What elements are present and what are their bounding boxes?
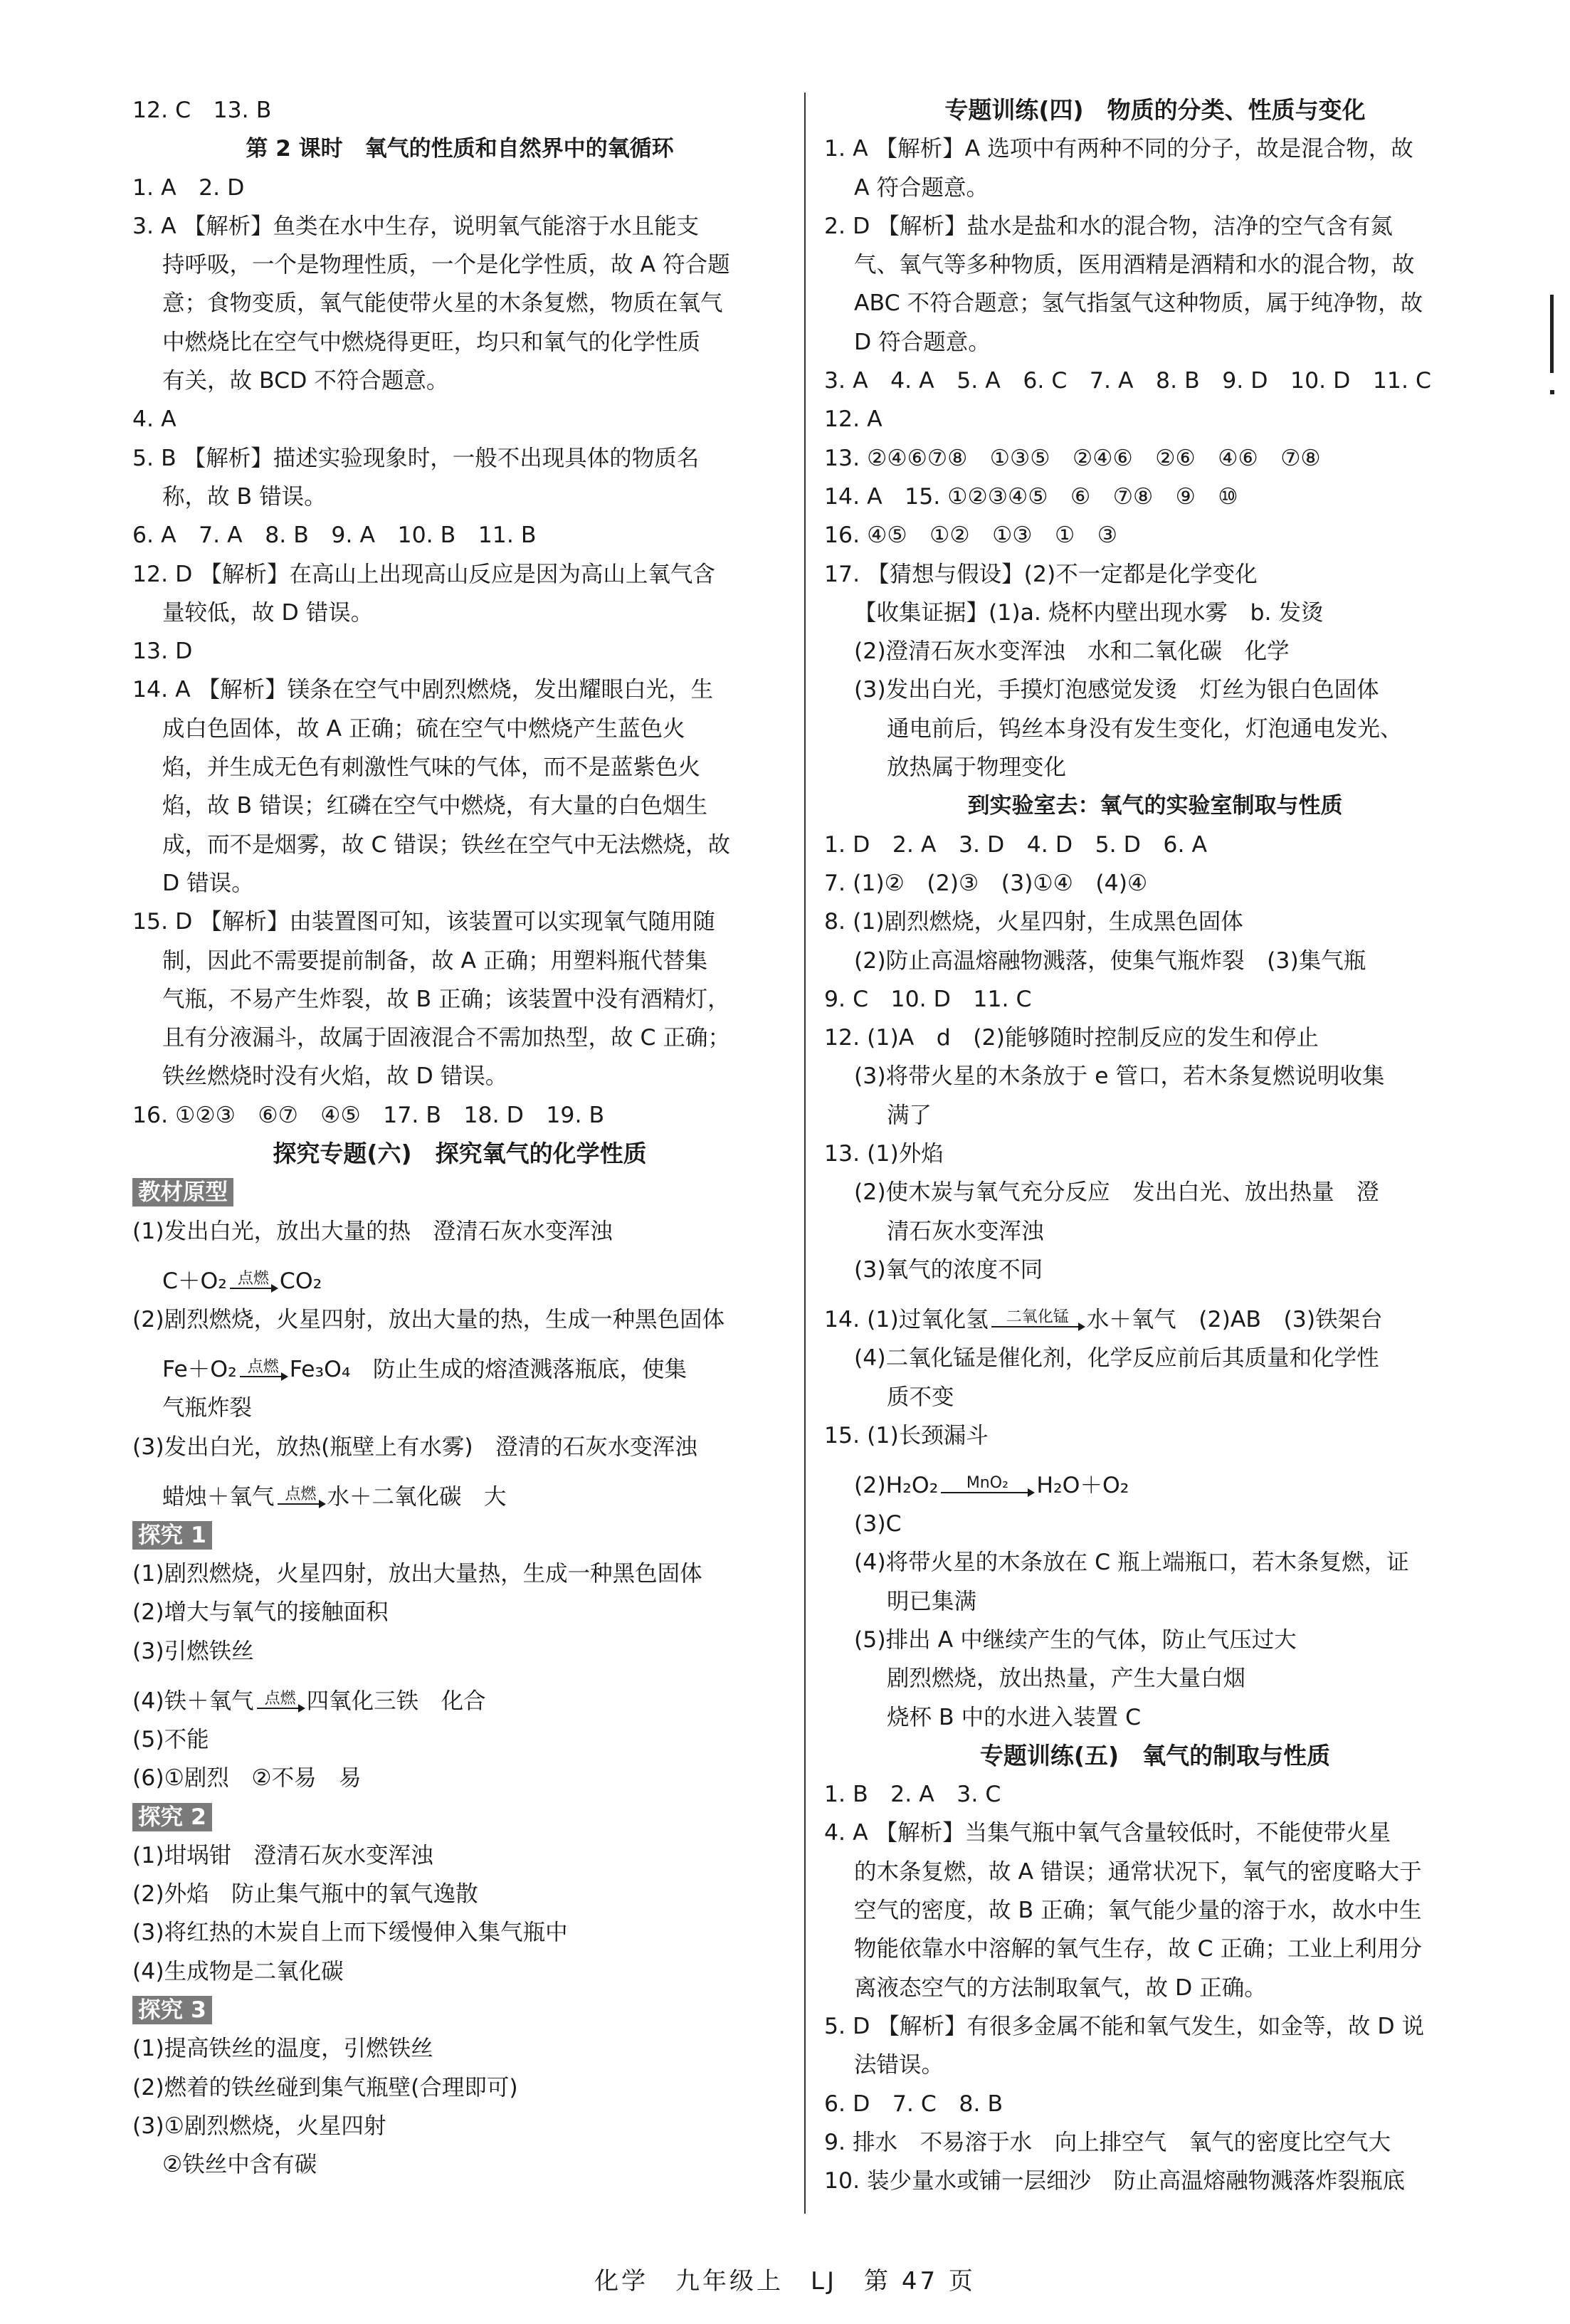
answer-line: 5. D 【解析】有很多金属不能和氧气发生，如金等，故 D 说 [824,2013,1425,2039]
answer-line: 17. 【猜想与假设】(2)不一定都是化学变化 [824,561,1258,587]
answer-line: 4. A 【解析】当集气瓶中氧气含量较低时，不能使带火星 [824,1820,1391,1846]
reaction-arrow [278,1486,325,1516]
equation-reactants: (2)H₂O₂ [854,1472,939,1498]
answer-line: (2)澄清石灰水变浑浊 水和二氧化碳 化学 [854,638,1290,665]
equation-products: H₂O＋O₂ [1036,1472,1129,1498]
answer-line: (3)将带火星的木条放于 e 管口，若木条复燃说明收集 [854,1063,1385,1090]
answer-line: 的木条复燃，故 A 错误；通常状况下，氧气的密度略大于 [854,1858,1422,1885]
left-column [132,91,787,2184]
chemical-equation [132,1339,787,1389]
answer-line: 剧烈燃烧，放出热量，产生大量白烟 [887,1666,1246,1692]
answer-line: 15. (1)长颈漏斗 [824,1422,989,1448]
answer-line: D 错误。 [162,870,254,896]
section-heading: 到实验室去：氧气的实验室制取与性质 [967,793,1343,819]
answer-line: 1. D 2. A 3. D 4. D 5. D 6. A [824,831,1208,858]
answer-line: (1)剧烈燃烧，火星四射，放出大量热，生成一种黑色固体 [132,1561,702,1587]
answer-line: (3)将红热的木炭自上而下缓慢伸入集气瓶中 [132,1920,568,1946]
right-column [824,91,1486,2200]
equation-reactants: (4)铁＋氧气 [132,1688,254,1714]
equation-reactants: 蜡烛＋氧气 [162,1483,275,1510]
equation-products: 水＋二氧化碳 大 [327,1483,507,1510]
answer-line: 明已集满 [887,1588,977,1614]
answer-line: (3)引燃铁丝 [132,1638,254,1664]
answer-line: 满了 [887,1102,932,1128]
equation-products: 四氧化三铁 化合 [306,1688,486,1714]
answer-line: 1. A 2. D [132,174,245,201]
equation-note: 防止生成的熔渣溅落瓶底，使集 [350,1356,687,1382]
section-badge: 探究 1 [132,1521,212,1550]
answer-line: 铁丝燃烧时没有火焰，故 D 错误。 [162,1063,508,1090]
answer-line: 制，因此不需要提前制备，故 A 正确；用塑料瓶代替集 [162,947,708,974]
chemical-equation [132,1466,787,1516]
answer-line: 空气的密度，故 B 正确；氧气能少量的溶于水，故水中生 [854,1898,1422,1924]
answer-line: 12. (1)A d (2)能够随时控制反应的发生和停止 [824,1025,1319,1051]
answer-line: (3)氧气的浓度不同 [854,1256,1043,1283]
reaction-condition: 点燃 [264,1689,296,1708]
equation-reactants: 14. (1)过氧化氢 [824,1306,989,1332]
answer-line: 1. B 2. A 3. C [824,1782,1001,1808]
answer-line: 法错误。 [854,2052,944,2078]
binding-mark [1550,295,1554,373]
answer-line: 16. ④⑤ ①② ①③ ① ③ [824,522,1118,549]
section-heading: 专题训练(五) 氧气的制取与性质 [979,1741,1331,1770]
answer-line: 6. A 7. A 8. B 9. A 10. B 11. B [132,522,537,549]
answer-line: (3)C [854,1511,902,1537]
reaction-arrow [941,1475,1033,1505]
section-heading: 专题训练(四) 物质的分类、性质与变化 [944,96,1366,124]
answer-line: A 符合题意。 [854,174,989,201]
section-heading: 第 2 课时 氧气的性质和自然界中的氧循环 [246,136,674,162]
section-badge: 教材原型 [132,1178,233,1206]
answer-line: 15. D 【解析】由装置图可知，该装置可以实现氧气随用随 [132,909,715,935]
answer-line: (4)生成物是二氧化碳 [132,1958,344,1984]
answer-line: (4)将带火星的木条放在 C 瓶上端瓶口，若木条复燃，证 [854,1550,1409,1576]
answer-line: 量较低，故 D 错误。 [162,599,374,626]
answer-line: 焰，故 B 错误；红磷在空气中燃烧，有大量的白色烟生 [162,793,708,819]
answer-line: (3)发出白光，手摸灯泡感觉发烫 灯丝为银白色固体 [854,677,1379,703]
column-divider [804,93,806,2214]
equation-products: CO₂ [279,1268,322,1294]
page-footer: 化学 九年级上 LJ 第 47 页 [594,2267,976,2296]
answer-line: (5)排出 A 中继续产生的气体，防止气压过大 [854,1626,1297,1653]
answer-line: 13. D [132,638,193,665]
section-heading: 探究专题(六) 探究氧气的化学性质 [273,1140,647,1168]
answer-line: 12. C 13. B [132,98,272,123]
word-equation [824,1289,1486,1339]
answer-line: 气瓶，不易产生炸裂，故 B 正确；该装置中没有酒精灯， [162,986,730,1012]
answer-line: 气瓶炸裂 [162,1395,253,1421]
answer-line: 持呼吸，一个是物理性质，一个是化学性质，故 A 符合题 [162,252,730,278]
answer-line: 9. C 10. D 11. C [824,986,1032,1012]
reaction-condition: MnO₂ [966,1474,1008,1493]
answer-line: 2. D 【解析】盐水是盐和水的混合物，洁净的空气含有氮 [824,213,1393,239]
reaction-condition: 点燃 [285,1485,317,1503]
equation-reactants: C＋O₂ [162,1268,227,1294]
answer-line: 质不变 [887,1384,954,1410]
answer-line: (5)不能 [132,1726,209,1752]
answer-line: 成，而不是烟雾，故 C 错误；铁丝在空气中无法燃烧，故 [162,831,731,858]
answer-line: (2)防止高温熔融物溅落，使集气瓶炸裂 (3)集气瓶 [854,947,1366,974]
answer-line: 4. A [132,406,177,433]
answer-line: 14. A 15. ①②③④⑤ ⑥ ⑦⑧ ⑨ ⑩ [824,483,1238,510]
answer-line: 10. 装少量水或铺一层细沙 防止高温熔融物溅落炸裂瓶底 [824,2168,1406,2194]
answer-line: 中燃烧比在空气中燃烧得更旺，均只和氧气的化学性质 [162,329,701,355]
answer-line: (1)发出白光，放出大量的热 澄清石灰水变浑浊 [132,1218,613,1244]
chemical-equation [132,1251,787,1300]
answer-line: 9. 排水 不易溶于水 向上排空气 氧气的密度比空气大 [824,2129,1391,2155]
chemical-equation [824,1455,1486,1505]
answer-line: 8. (1)剧烈燃烧，火星四射，生成黑色固体 [824,909,1243,935]
answer-line: 5. B 【解析】描述实验现象时，一般不出现具体的物质名 [132,445,700,471]
answer-line: 烧杯 B 中的水进入装置 C [887,1704,1142,1730]
reaction-condition: 点燃 [247,1358,279,1377]
binding-mark [1550,390,1554,394]
answer-line: 且有分液漏斗，故属于固液混合不需加热型，故 C 正确； [162,1025,731,1051]
answer-line: 通电前后，钨丝本身没有发生变化，灯泡通电发光、 [887,715,1403,742]
answer-line: (2)外焰 防止集气瓶中的氧气逸散 [132,1881,478,1908]
answer-line: 成白色固体，故 A 正确；硫在空气中燃烧产生蓝色火 [162,715,685,742]
reaction-arrow [257,1691,304,1720]
answer-line: (1)提高铁丝的温度，引燃铁丝 [132,2036,433,2062]
answer-line: 13. (1)外焰 [824,1141,944,1167]
answer-line: 12. D 【解析】在高山上出现高山反应是因为高山上氧气含 [132,561,715,587]
answer-line: 1. A 【解析】A 选项中有两种不同的分子，故是混合物，故 [824,136,1413,162]
answer-line: 6. D 7. C 8. B [824,2091,1003,2117]
answer-line: 7. (1)② (2)③ (3)①④ (4)④ [824,870,1148,896]
answer-line: (2)剧烈燃烧，火星四射，放出大量的热，生成一种黑色固体 [132,1306,725,1332]
reaction-arrow [991,1309,1084,1339]
reaction-arrow [230,1271,277,1300]
reaction-condition: 二氧化锰 [1006,1308,1069,1327]
answer-line: (4)二氧化锰是催化剂，化学反应前后其质量和化学性 [854,1345,1379,1372]
answer-line: (2)使木炭与氧气充分反应 发出白光、放出热量 澄 [854,1179,1379,1206]
answer-line: 14. A 【解析】镁条在空气中剧烈燃烧，发出耀眼白光，生 [132,677,714,703]
answer-line: 焰，并生成无色有刺激性气味的气体，而不是蓝紫色火 [162,754,701,781]
answer-line: ABC 不符合题意；氢气指氢气这种物质，属于纯净物，故 [854,290,1423,317]
answer-line: 气、氧气等多种物质，医用酒精是酒精和水的混合物，故 [854,252,1415,278]
answer-line: 13. ②④⑥⑦⑧ ①③⑤ ②④⑥ ②⑥ ④⑥ ⑦⑧ [824,445,1321,471]
answer-line: 16. ①②③ ⑥⑦ ④⑤ 17. B 18. D 19. B [132,1102,605,1128]
answer-line: 清石灰水变浑浊 [887,1218,1044,1244]
reaction-condition: 点燃 [237,1269,269,1288]
reaction-arrow [240,1359,287,1389]
answer-line: 【收集证据】(1)a. 烧杯内壁出现水雾 b. 发烫 [854,599,1324,626]
answer-line: 离液态空气的方法制取氧气，故 D 正确。 [854,1975,1267,2001]
section-badge: 探究 3 [132,1996,212,2024]
answer-line: 物能依靠水中溶解的氧气生存，故 C 正确；工业上利用分 [854,1936,1423,1962]
answer-line: 12. A [824,406,883,433]
answer-line: 放热属于物理变化 [887,754,1067,781]
answer-line: (3)发出白光，放热(瓶壁上有水雾) 澄清的石灰水变浑浊 [132,1434,697,1460]
answer-line: (1)坩埚钳 澄清石灰水变浑浊 [132,1842,433,1868]
answer-line: 意；食物变质，氧气能使带火星的木条复燃，物质在氧气 [162,290,723,317]
answer-line: (3)①剧烈燃烧，火星四射 [132,2113,386,2139]
equation-products: Fe₃O₄ [289,1356,351,1382]
answer-line: (6)①剧烈 ②不易 易 [132,1765,362,1792]
answer-line: (2)增大与氧气的接触面积 [132,1599,389,1626]
answer-line: D 符合题意。 [854,329,991,355]
equation-reactants: Fe＋O₂ [162,1356,237,1382]
equation-products: 水＋氧气 (2)AB (3)铁架台 [1086,1306,1383,1332]
word-equation [132,1671,787,1720]
section-badge: 探究 2 [132,1803,212,1831]
answer-line: 3. A 【解析】鱼类在水中生存，说明氧气能溶于水且能支 [132,213,700,239]
answer-line: 3. A 4. A 5. A 6. C 7. A 8. B 9. D 10. D 11. C [824,368,1431,394]
answer-line: ②铁丝中含有碳 [162,2152,317,2178]
answer-line: (2)燃着的铁丝碰到集气瓶壁(合理即可) [132,2074,518,2100]
answer-line: 有关，故 BCD 不符合题意。 [162,368,449,394]
answer-line: 称，故 B 错误。 [162,483,327,510]
